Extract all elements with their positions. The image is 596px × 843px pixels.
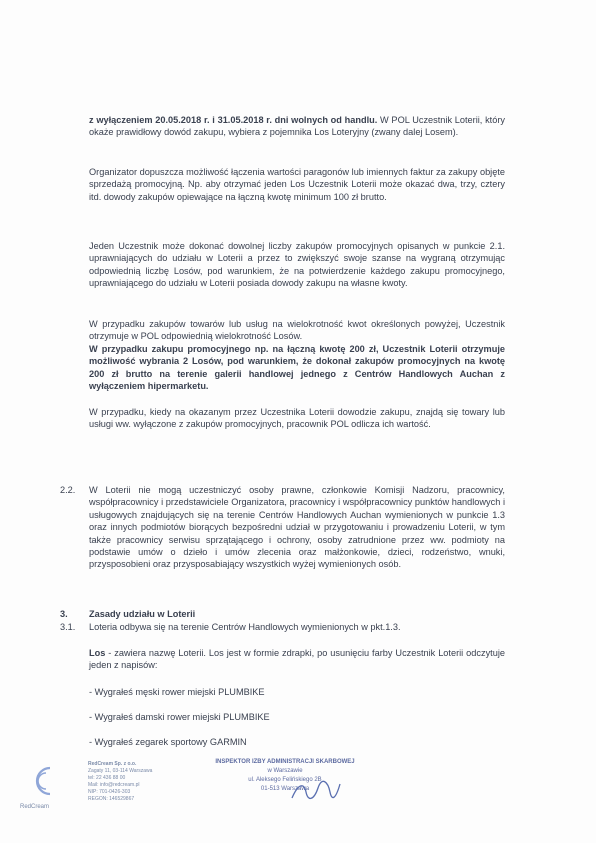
prize-item: - Wygrałeś damski rower miejski PLUMBIKE <box>89 712 270 722</box>
paragraph-text: W POL Uczestnik Loterii, który okaże prawidłowy dowód zakupu, wybiera z pojemnika Los Loteryjny (zwany dalej Losem). <box>89 115 505 138</box>
paragraph-multiples <box>89 318 505 392</box>
paragraph-text: Organizator dopuszcza możliwość łączenia wartości paragonów lub imiennych faktur za zakupy objęte sprzedażą promocyjną. Np. aby otrzymać jeden Los Uczestnik Loterii może okazać dwa, trzy, cztery itd. dowody zakupów opiewające na łączną kwotę minimum 100 zł brutto. <box>89 167 505 202</box>
paragraph-text: - zawiera nazwę Loterii. Los jest w formie zdrapki, po usunięciu farby Uczestnik Loterii odczytuje jeden z napisów: <box>89 648 505 671</box>
section-number: 2.2. <box>60 485 76 495</box>
paragraph-excluded-items <box>89 406 505 431</box>
paragraph-text: Jeden Uczestnik może dokonać dowolnej liczby zakupów promocyjnych opisanych w punkcie 2.1. uprawniających do udziału w Loterii a przez to zwiększyć swoje szanse na wygraną otrzymując odpowiednią liczbę Losów, pod warunkiem, że na potwierdzenie każdego zakupu promocyjnego, uprawniającego do udziału w Loterii posiada dowody zakupu na własne kwoty. <box>89 241 505 289</box>
paragraph-text: W Loterii nie mogą uczestniczyć osoby prawne, członkowie Komisji Nadzoru, pracownicy, współpracownicy i przedstawiciele Organizatora, pracownicy i współpracownicy punktów handlowych i usługowych znajdujących się na terenie Centrów Handlowych Auchan wymienionych w punkcie 1.3 oraz innych podmiotów biorących bezpośredni udział w przygotowaniu i prowadzeniu Loterii, w tym także pracownicy serwisu sprzątającego i ochrony, osoby zatrudnione przez ww. podmioty na podstawie umów o dzieło i umów zlecenia oraz małżonkowie, dzieci, rodzeństwo, wnuki, przysposobieni oraz przysposabiający wszystkich wyżej wymienionych osób. <box>89 485 505 570</box>
stamp-line: w Warszawie <box>267 768 303 774</box>
signature-icon <box>290 778 342 804</box>
bold-dates: z wyłączeniem 20.05.2018 r. i 31.05.2018 r. dni wolnych od handlu. <box>89 115 378 125</box>
paragraph-ticket <box>89 647 505 672</box>
company-address: Zagaty 11, 03-114 Warszawa <box>88 768 153 774</box>
paragraph-text: W przypadku, kiedy na okazanym przez Uczestnika Loterii dowodzie zakupu, znajdą się towary lub usługi ww. wyłączone z zakupów promocyjnych, pracownik POL odlicza ich wartość. <box>89 407 505 430</box>
section-number: 3.1. <box>60 622 76 632</box>
prize-item: - Wygrałeś męski rower miejski PLUMBIKE <box>89 687 265 697</box>
paragraph-receipts <box>89 166 505 203</box>
ticket-term: Los <box>89 648 106 658</box>
company-phone: tel: 22 436 88 00 <box>88 775 126 781</box>
paragraph-exclusions <box>89 484 505 571</box>
paragraph-multiple-purchases <box>89 240 505 290</box>
stamp-line: ul. Aleksego Felińskiego 2B <box>248 777 322 783</box>
prize-item: - Wygrałeś zegarek sportowy GARMIN <box>89 737 247 747</box>
company-name: RedCream Sp. z o.o. <box>88 761 137 767</box>
stamp-line: 01-513 Warszawa <box>260 786 310 792</box>
paragraph-example-bold: W przypadku zakupu promocyjnego np. na łączną kwotę 200 zł, Uczestnik Loterii otrzymuje możliwość wybrania 2 Losów, pod warunkiem, że dokonał zakupów promocyjnych na kwotę 200 zł brutto na terenie galerii handlowej jednego z Centrów Handlowych Auchan z wyłączeniem hipermarketu. <box>89 343 505 392</box>
logo-wordmark: RedCream <box>20 804 50 810</box>
company-logo <box>26 762 62 802</box>
stamp-line: INSPEKTOR IZBY ADMINISTRACJI SKARBOWEJ <box>215 759 355 765</box>
paragraph-location: Loteria odbywa się na terenie Centrów Handlowych wymienionych w pkt.1.3. <box>89 622 401 632</box>
section-number: 3. <box>60 609 68 619</box>
logo-icon <box>26 762 62 802</box>
company-nip: NIP: 701-0426-303 <box>88 789 131 795</box>
section-heading: Zasady udziału w Loterii <box>89 609 196 619</box>
official-stamp <box>200 758 370 794</box>
paragraph-text: W przypadku zakupów towarów lub usług na wielokrotność kwot określonych powyżej, Uczestnik otrzymuje w POL odpowiednią wielokrotność Losów. <box>89 319 505 342</box>
company-regon: REGON: 146529867 <box>88 796 135 802</box>
company-email: Mail: info@redcream.pl <box>88 782 140 788</box>
paragraph-purchase-proof <box>89 114 505 139</box>
company-info <box>88 761 158 803</box>
